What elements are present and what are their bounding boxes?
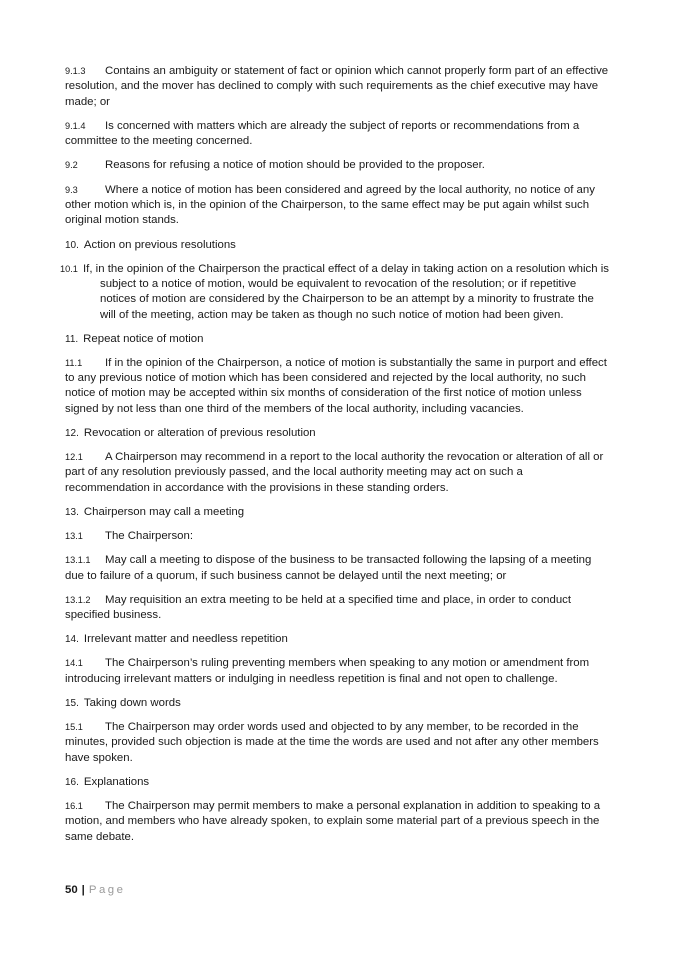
section-number: 16.: [65, 776, 79, 788]
section-title: Explanations: [83, 775, 150, 788]
paragraph-14-1: [65, 656, 610, 687]
section-title: Chairperson may call a meeting: [83, 505, 245, 518]
page-footer: [65, 884, 125, 896]
clause-number: 9.3: [65, 184, 78, 195]
clause-text: The Chairperson:: [105, 529, 194, 542]
section-heading-11: [65, 332, 610, 347]
clause-text: If in the opinion of the Chairperson, a notice of motion is substantially the same in purport and effect to any previous notice of motion which has been considered and rejected by the local authority, no such notice of motion may be accepted within six months of consideration of the first notice of motion unless signed by not less than one third of the members of the local authority, including vacancies.: [65, 356, 607, 415]
paragraph-9-3: [65, 183, 610, 229]
section-heading-14: [65, 632, 610, 647]
clause-number: 14.1: [65, 658, 83, 669]
section-number: 13.: [65, 506, 79, 518]
document-page: [60, 64, 610, 854]
paragraph-13-1-2: [65, 593, 610, 624]
section-title: Irrelevant matter and needless repetition: [83, 633, 288, 646]
paragraph-15-1: [65, 720, 610, 766]
paragraph-9-1-3: [65, 64, 610, 110]
clause-text: May call a meeting to dispose of the business to be transacted following the lapsing of a meeting due to failure of a quorum, if such business cannot be delayed until the next meeting; or: [65, 554, 592, 582]
clause-text: May requisition an extra meeting to be held at a specified time and place, in order to conduct specified business.: [65, 593, 572, 622]
section-heading-10: [65, 238, 610, 253]
paragraph-10-1: 10.1 If, in the opinion of the Chairperson the practical effect of a delay in taking action on a resolution which is subject to a notice of motion, would be equivalent to revocation of the resolution; or if repetitive notices of motion are considered by the Chairperson to be an attempt by a minority to frustrate the will of the meeting, action may be taken as though no such notice of motion had been given.: [60, 262, 609, 321]
clause-number: 13.1: [65, 530, 83, 541]
clause-text: Contains an ambiguity or statement of fact or opinion which cannot properly form part of an effective resolution, and the mover has declined to comply with such requirements as the chief executive may have made; or: [65, 65, 609, 108]
section-heading-15: [65, 696, 610, 711]
clause-number: 16.1: [65, 800, 83, 811]
clause-text: Reasons for refusing a notice of motion should be provided to the proposer.: [105, 159, 485, 172]
paragraph-12-1: [65, 450, 610, 496]
clause-number: 13.1.2: [65, 594, 91, 605]
section-heading-13: [65, 505, 610, 520]
clause-text: A Chairperson may recommend in a report to the local authority the revocation or alteration of all or part of any resolution previously passed, and the local authority meeting may act on such a recommendation in accordance with the provisions in these standing orders.: [65, 451, 604, 494]
section-number: 15.: [65, 698, 79, 710]
section-title: Repeat notice of motion: [83, 332, 204, 345]
section-number: 10.: [65, 239, 79, 251]
clause-number: 12.1: [65, 452, 83, 463]
section-title: Taking down words: [83, 697, 181, 710]
clause-text: Where a notice of motion has been considered and agreed by the local authority, no notice of any other motion which is, in the opinion of the Chairperson, to the same effect may be put again whilst such original motion stands.: [65, 183, 595, 227]
clause-text: The Chairperson may order words used and objected to by any member, to be recorded in the minutes, provided such objection is made at the time the words are used and not after any other members have spoken.: [65, 721, 599, 764]
clause-number: 9.1.3: [65, 66, 86, 76]
clause-number: 13.1.1: [65, 555, 91, 566]
clause-text: The Chairperson may permit members to make a personal explanation in addition to speaking to a motion, and members who have already spoken, to explain some material part of a previous speech in the same debate.: [65, 799, 601, 843]
section-number: 12.: [65, 428, 79, 440]
paragraph-13-1: [65, 529, 610, 544]
paragraph-11-1: [65, 356, 610, 417]
section-number: 14.: [65, 634, 79, 646]
clause-number: 11.1: [65, 357, 83, 368]
page-number: 50: [65, 884, 78, 896]
section-title: Revocation or alteration of previous resolution: [83, 427, 316, 440]
paragraph-13-1-1: [65, 553, 610, 584]
clause-number: 15.1: [65, 722, 83, 733]
paragraph-16-1: [65, 799, 610, 845]
clause-text: If, in the opinion of the Chairperson the practical effect of a delay in taking action on a resolution which is subject to a notice of motion, would be equivalent to revocation of the resolution; or if repetitive notices of motion are considered by the Chairperson to be an attempt by a minority to frustrate the will of the meeting, action may be taken as though no such notice of motion had been given.: [83, 262, 609, 321]
section-heading-12: [65, 426, 610, 441]
page-label: Page: [88, 884, 126, 896]
section-number: 11.: [65, 333, 79, 345]
clause-number: 9.2: [65, 160, 78, 171]
paragraph-9-2: [65, 158, 610, 173]
clause-number: 9.1.4: [65, 120, 86, 131]
section-heading-16: [65, 775, 610, 790]
paragraph-9-1-4: [65, 119, 610, 150]
clause-text: Is concerned with matters which are already the subject of reports or recommendations from a committee to the meeting concerned.: [65, 119, 580, 148]
section-title: Action on previous resolutions: [83, 238, 236, 251]
footer-separator: |: [81, 884, 85, 896]
clause-text: The Chairperson’s ruling preventing members when speaking to any motion or amendment from introducing irrelevant matters or indulging in needless repetition is final and not open to challenge.: [65, 657, 590, 685]
